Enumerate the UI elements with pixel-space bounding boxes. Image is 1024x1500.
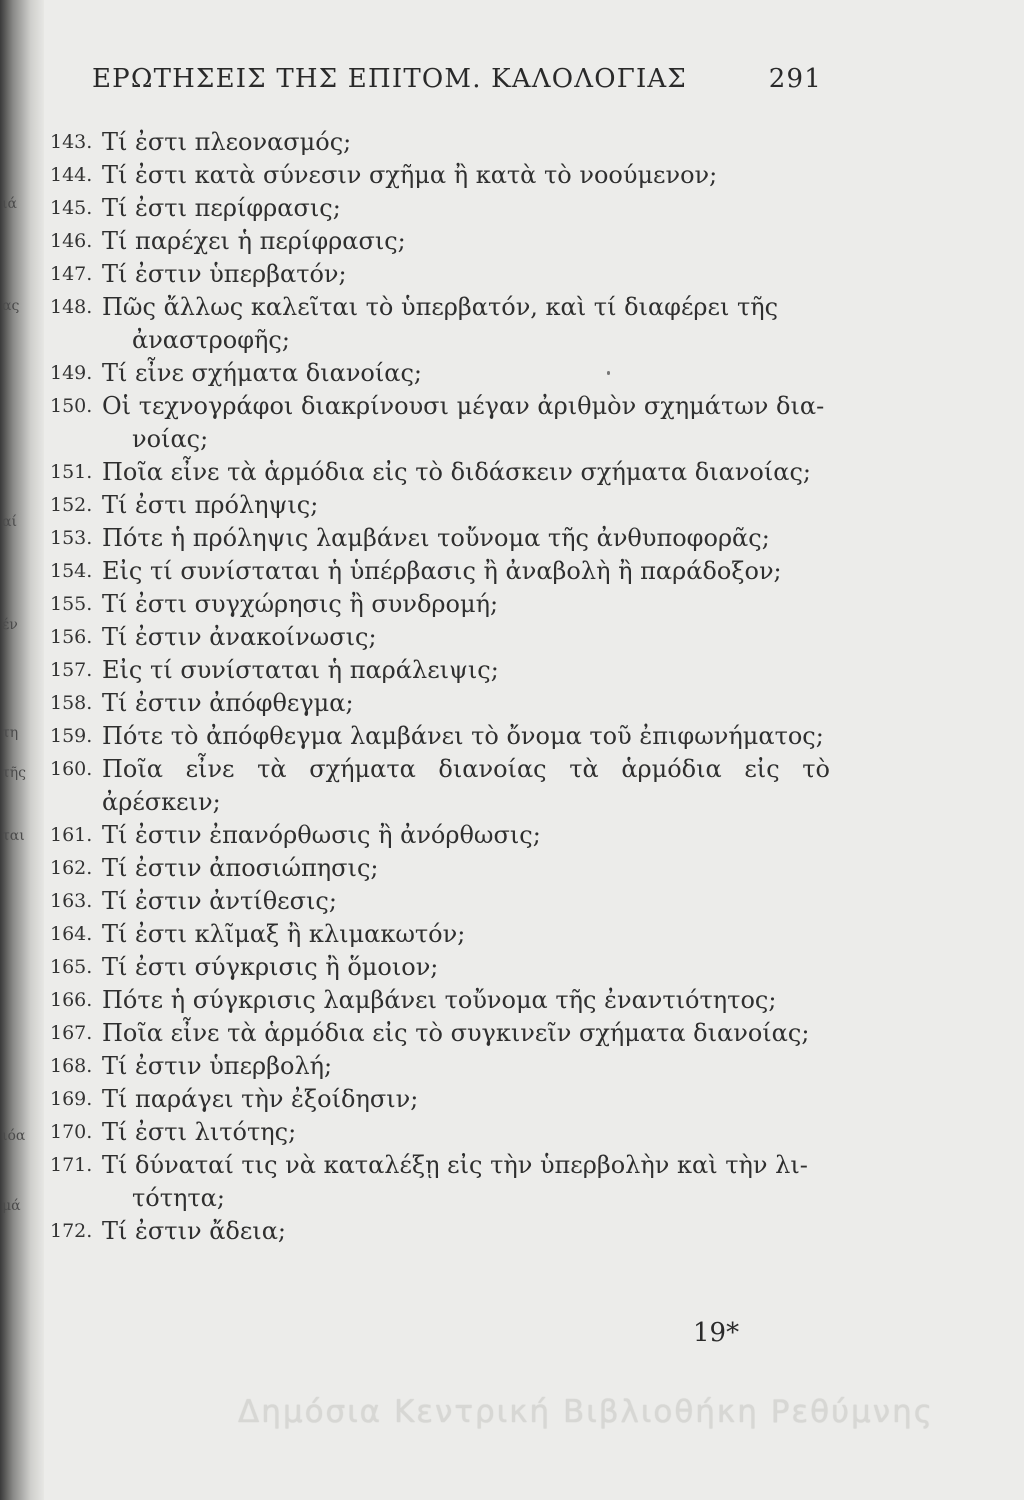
- margin-fragment: ιά: [2, 196, 17, 212]
- question-item: [50, 225, 830, 258]
- question-number: 165.: [50, 956, 93, 978]
- question-number: 148.: [50, 296, 93, 318]
- question-number: 154.: [50, 560, 93, 582]
- question-text: Τί ἐστιν ἀντίθεσις;: [102, 887, 337, 915]
- question-item: [50, 456, 830, 489]
- question-text: Εἰς τί συνίσταται ἡ ὑπέρβασις ἢ ἀναβολὴ ἢ παράδοξον;: [102, 557, 782, 585]
- question-number: 159.: [50, 725, 93, 747]
- question-number: 146.: [50, 230, 93, 252]
- question-number: 150.: [50, 395, 93, 417]
- question-text: Τί ἐστιν ἀποσιώπησις;: [102, 854, 379, 882]
- margin-fragment: τη: [2, 725, 19, 741]
- question-item: [50, 522, 830, 555]
- question-number: 156.: [50, 626, 93, 648]
- question-number: 143.: [50, 131, 93, 153]
- question-number: 172.: [50, 1220, 93, 1242]
- question-number: 153.: [50, 527, 93, 549]
- margin-fragment: ται: [2, 828, 25, 844]
- question-number: 144.: [50, 164, 93, 186]
- margin-fragment: ας: [2, 298, 20, 314]
- question-text: Τί ἐστι κατὰ σύνεσιν σχῆμα ἢ κατὰ τὸ νοούμενον;: [102, 161, 718, 189]
- question-number: 161.: [50, 824, 93, 846]
- margin-fragment: ιόα: [2, 1128, 26, 1144]
- question-text: Τί ἐστι σύγκρισις ἢ ὅμοιον;: [102, 953, 439, 981]
- question-text: Τί ἐστι περίφρασις;: [102, 194, 341, 222]
- question-number: 169.: [50, 1088, 93, 1110]
- question-number: 167.: [50, 1022, 93, 1044]
- question-number: 170.: [50, 1121, 93, 1143]
- facing-page-margin: [0, 0, 44, 1500]
- question-item: [50, 489, 830, 522]
- question-text: Πῶς ἄλλως καλεῖται τὸ ὑπερβατόν, καὶ τί διαφέρει τῆς: [102, 293, 779, 321]
- question-text: Ποῖα εἶνε τὰ σχήματα διανοίας τὰ ἁρμόδια εἰς τὸ ἀρέσκειν;: [102, 755, 830, 816]
- question-text: Πότε ἡ σύγκρισις λαμβάνει τοὔνομα τῆς ἐναντιότητος;: [102, 986, 777, 1014]
- question-text-continuation: τότητα;: [132, 1184, 225, 1212]
- question-item: [50, 918, 830, 951]
- question-item: [50, 258, 830, 291]
- question-item: [50, 1017, 830, 1050]
- signature-mark: 19*: [693, 1318, 740, 1348]
- question-number: 160.: [50, 758, 93, 780]
- question-number: 158.: [50, 692, 93, 714]
- question-text: Τί παράγει τὴν ἐξοίδησιν;: [102, 1085, 419, 1113]
- question-text: Πότε ἡ πρόληψις λαμβάνει τοὔνομα τῆς ἀνθυποφορᾶς;: [102, 524, 770, 552]
- question-number: 166.: [50, 989, 93, 1011]
- question-text: Τί παρέχει ἡ περίφρασις;: [102, 227, 406, 255]
- question-text: Ποῖα εἶνε τὰ ἁρμόδια εἰς τὸ διδάσκειν σχήματα διανοίας;: [102, 458, 811, 486]
- question-text: Τί ἐστι κλῖμαξ ἢ κλιμακωτόν;: [102, 920, 466, 948]
- question-item: [50, 885, 830, 918]
- question-item: [50, 654, 830, 687]
- page-number: 291: [768, 64, 822, 94]
- running-head-title: ΕΡΩΤΗΣΕΙΣ ΤΗΣ ΕΠΙΤΟΜ. ΚΑΛΟΛΟΓΙΑΣ: [92, 64, 687, 94]
- question-text: Εἰς τί συνίσταται ἡ παράλειψις;: [102, 656, 499, 684]
- question-text: Οἱ τεχνογράφοι διακρίνουσι μέγαν ἀριθμὸν σχημάτων δια-: [102, 392, 825, 420]
- question-text: Τί ἐστιν ἀνακοίνωσις;: [102, 623, 377, 651]
- question-number: 168.: [50, 1055, 93, 1077]
- question-item: [50, 1149, 830, 1215]
- question-number: 151.: [50, 461, 93, 483]
- question-item: [50, 192, 830, 225]
- question-item: [50, 621, 830, 654]
- question-number: 163.: [50, 890, 93, 912]
- question-text-continuation: ἀναστροφῆς;: [132, 326, 290, 354]
- question-item: [50, 588, 830, 621]
- question-item: [50, 357, 830, 390]
- question-text: Ποῖα εἶνε τὰ ἁρμόδια εἰς τὸ συγκινεῖν σχήματα διανοίας;: [102, 1019, 810, 1047]
- question-number: 157.: [50, 659, 93, 681]
- question-item: [50, 1116, 830, 1149]
- question-text: Τί ἐστιν ὑπερβολή;: [102, 1052, 333, 1080]
- question-number: 147.: [50, 263, 93, 285]
- question-text: Τί ἐστι συγχώρησις ἢ συνδρομή;: [102, 590, 499, 618]
- question-item: [50, 984, 830, 1017]
- question-number: 171.: [50, 1154, 93, 1176]
- question-number: 164.: [50, 923, 93, 945]
- question-number: 152.: [50, 494, 93, 516]
- question-number: 155.: [50, 593, 93, 615]
- question-item: [50, 555, 830, 588]
- question-item: [50, 1050, 830, 1083]
- question-item: [50, 1215, 830, 1248]
- question-text: Τί εἶνε σχήματα διανοίας;: [102, 359, 423, 387]
- question-text: Τί δύναταί τις νὰ καταλέξῃ εἰς τὴν ὑπερβολὴν καὶ τὴν λι-: [102, 1151, 808, 1179]
- margin-fragment: αί: [2, 514, 17, 530]
- question-text: Τί ἐστιν ἄδεια;: [102, 1217, 287, 1245]
- question-item: [50, 1083, 830, 1116]
- question-text: Τί ἐστιν ὑπερβατόν;: [102, 260, 347, 288]
- question-text: Τί ἐστιν ἐπανόρθωσις ἢ ἀνόρθωσις;: [102, 821, 541, 849]
- question-text: Τί ἐστι πρόληψις;: [102, 491, 319, 519]
- question-item: [50, 951, 830, 984]
- question-item: [50, 687, 830, 720]
- question-item: [50, 753, 830, 819]
- question-item: [50, 126, 830, 159]
- margin-fragment: έν: [2, 617, 18, 633]
- question-text: Πότε τὸ ἀπόφθεγμα λαμβάνει τὸ ὄνομα τοῦ ἐπιφωνήματος;: [102, 722, 824, 750]
- question-item: [50, 390, 830, 456]
- question-text: Τί ἐστιν ἀπόφθεγμα;: [102, 689, 354, 717]
- question-number: 145.: [50, 197, 93, 219]
- question-text-continuation: νοίας;: [132, 425, 209, 453]
- question-item: [50, 819, 830, 852]
- question-text: Τί ἐστι πλεονασμός;: [102, 128, 352, 156]
- question-item: [50, 159, 830, 192]
- running-head: [92, 64, 822, 94]
- question-item: [50, 291, 830, 357]
- question-item: [50, 720, 830, 753]
- question-list: [50, 126, 830, 1248]
- question-number: 149.: [50, 362, 93, 384]
- question-text: Τί ἐστι λιτότης;: [102, 1118, 297, 1146]
- margin-fragment: μά: [2, 1198, 21, 1214]
- margin-fragment: τῆς: [2, 765, 26, 781]
- library-watermark: Δημόσια Κεντρική Βιβλιοθήκη Ρεθύμνης: [238, 1394, 934, 1430]
- question-item: [50, 852, 830, 885]
- question-number: 162.: [50, 857, 93, 879]
